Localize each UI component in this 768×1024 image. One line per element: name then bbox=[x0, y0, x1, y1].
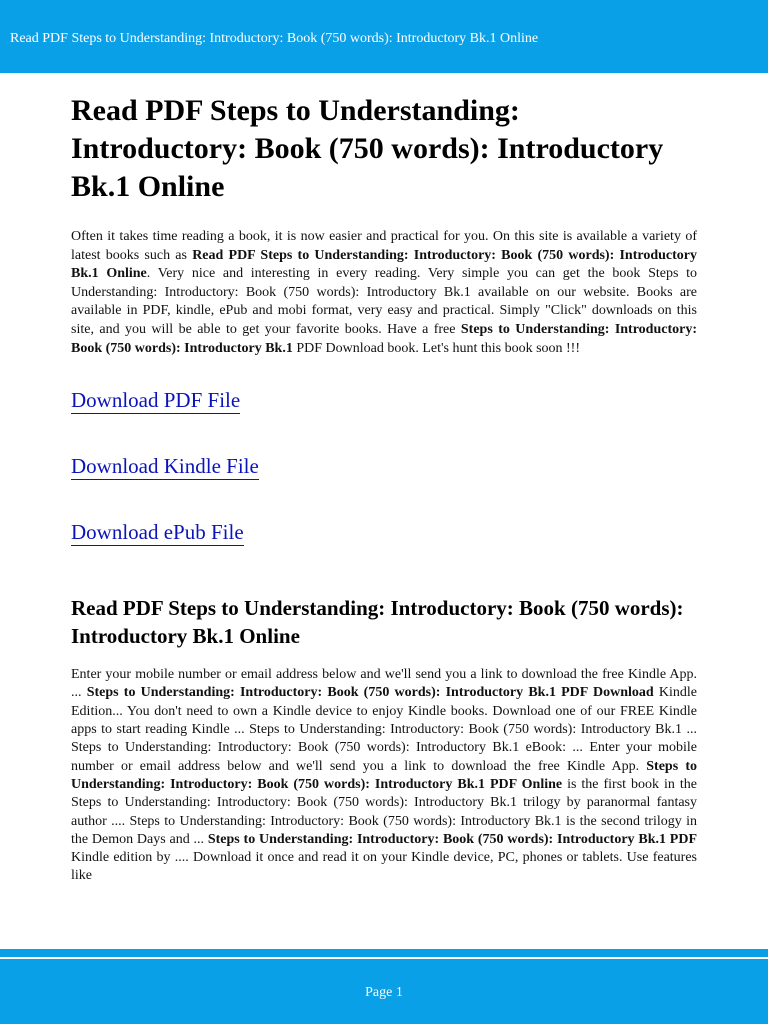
intro-text-1: Often it takes time reading a book, it is now easier and practical for you. On this site is available a variety of latest books such as bbox=[71, 229, 697, 263]
body-paragraph bbox=[71, 666, 697, 886]
content bbox=[71, 92, 697, 886]
download-links bbox=[71, 388, 697, 586]
download-epub-link[interactable]: Download ePub File bbox=[71, 520, 244, 545]
intro-bold-2: Steps to Understanding: Introductory: Book (750 words): Introductory Bk.1 bbox=[71, 321, 697, 356]
page-number: Page 1 bbox=[365, 985, 403, 1000]
footer-divider bbox=[0, 957, 768, 959]
intro-bold-1: Read PDF Steps to Understanding: Introductory: Book (750 words): Introductory Bk.1 Online bbox=[71, 247, 697, 282]
download-item bbox=[71, 520, 697, 586]
intro-paragraph bbox=[71, 228, 697, 358]
body-text-3: is the first book in the Steps to Understanding: Introductory: Book (750 words): Introductory Bk.1 trilogy by paranormal fantasy author .... Steps to Understanding: Introductory: Book (750 words): Introductory Bk.1 is the second trilogy in the Demon Days and ... bbox=[71, 776, 697, 847]
body-bold-3: Steps to Understanding: Introductory: Book (750 words): Introductory Bk.1 PDF bbox=[207, 831, 697, 847]
header-bar bbox=[0, 0, 768, 73]
page-title: Read PDF Steps to Understanding: Introductory: Book (750 words): Introductory Bk.1 Online bbox=[71, 94, 664, 203]
header-title: Read PDF Steps to Understanding: Introductory: Book (750 words): Introductory Bk.1 Online bbox=[10, 31, 539, 46]
download-kindle-link[interactable]: Download Kindle File bbox=[71, 454, 259, 479]
body-text-1: Enter your mobile number or email address below and we'll send you a link to download the free Kindle App. ... bbox=[71, 667, 697, 701]
intro-text-2: . Very nice and interesting in every reading. Very simple you can get the book Steps to Understanding: Introductory: Book (750 words): Introductory Bk.1 available on our website. Books are available in PDF, kindle, ePub and mobi format, very easy and practical. Simply "Click" downloads on this site, and you will be able to get your favorite books. Have a free bbox=[71, 266, 697, 337]
body-bold-1: Steps to Understanding: Introductory: Book (750 words): Introductory Bk.1 PDF Download bbox=[86, 685, 654, 701]
download-item bbox=[71, 388, 697, 454]
footer-bar bbox=[0, 949, 768, 1024]
body-text-2: Kindle Edition... You don't need to own a Kindle device to enjoy Kindle books. Download one of our FREE Kindle apps to start reading Kindle ... Steps to Understanding: Introductory: Book (750 words): Introductory Bk.1 ... Steps to Understanding: Introductory: Book (750 words): Introductory Bk.1 eBook: ... Enter your mobile number or email address below and we'll send you a link to download the free Kindle App. bbox=[71, 685, 698, 774]
body-text-4: Kindle edition by .... Download it once and read it on your Kindle device, PC, phones or tablets. Use features like bbox=[71, 850, 697, 884]
download-item bbox=[71, 454, 697, 520]
intro-text-3: PDF Download book. Let's hunt this book soon !!! bbox=[292, 340, 580, 356]
section-title: Read PDF Steps to Understanding: Introductory: Book (750 words): Introductory Bk.1 Online bbox=[71, 596, 684, 649]
body-bold-2: Steps to Understanding: Introductory: Book (750 words): Introductory Bk.1 PDF Online bbox=[71, 758, 697, 792]
download-pdf-link[interactable]: Download PDF File bbox=[71, 388, 241, 413]
